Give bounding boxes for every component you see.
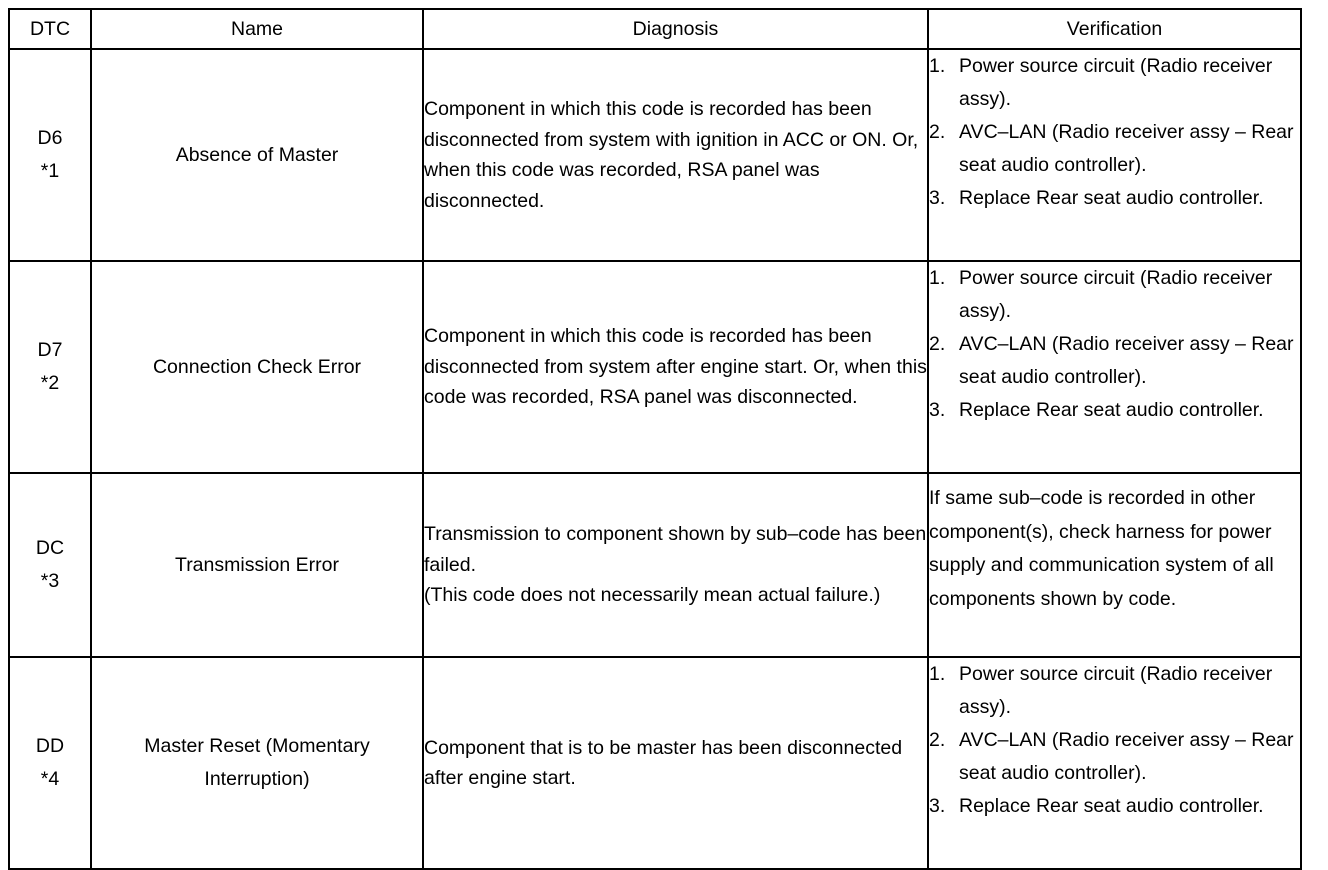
name-cell: Connection Check Error (91, 261, 423, 473)
step-text: Power source circuit (Radio receiver assy). (959, 267, 1273, 322)
step-number: 3. (929, 399, 946, 421)
step-number: 3. (929, 795, 946, 817)
verification-list (929, 50, 1300, 215)
dtc-cell (9, 657, 91, 869)
verification-step (929, 658, 1300, 724)
table-row (9, 473, 1301, 657)
table-row (9, 49, 1301, 261)
diagnosis-text: Component in which this code is recorded has been disconnected from system after engine start. Or, when this code was recorded, RSA panel was disconnected. (424, 325, 927, 409)
step-text: AVC–LAN (Radio receiver assy – Rear seat audio controller). (959, 121, 1294, 176)
header-diagnosis: Diagnosis (423, 9, 928, 49)
header-name: Name (91, 9, 423, 49)
verification-step (929, 328, 1300, 394)
dtc-code: D6 (37, 127, 63, 149)
step-text: Replace Rear seat audio controller. (959, 187, 1264, 209)
dtc-note: *3 (40, 570, 60, 592)
verification-text: If same sub–code is recorded in other component(s), check harness for power supply and communication system of all components shown by code. (929, 487, 1274, 610)
dtc-code: D7 (37, 339, 63, 361)
step-number: 3. (929, 187, 946, 209)
verification-step (929, 790, 1300, 823)
dtc-code: DC (35, 537, 65, 559)
step-text: Power source circuit (Radio receiver assy). (959, 663, 1273, 718)
diagnosis-note: (This code does not necessarily mean actual failure.) (424, 584, 881, 607)
step-text: AVC–LAN (Radio receiver assy – Rear seat audio controller). (959, 729, 1294, 784)
step-number: 1. (929, 663, 946, 685)
verification-step (929, 182, 1300, 215)
header-verification: Verification (928, 9, 1301, 49)
dtc-cell (9, 473, 91, 657)
verification-step (929, 394, 1300, 427)
step-text: AVC–LAN (Radio receiver assy – Rear seat audio controller). (959, 333, 1294, 388)
diagnosis-text: Transmission to component shown by sub–code has been failed. (424, 523, 927, 576)
diagnosis-text: Component that is to be master has been disconnected after engine start. (424, 736, 903, 789)
verification-cell (928, 473, 1301, 657)
table-row (9, 657, 1301, 869)
verification-cell (928, 657, 1301, 869)
dtc-code: DD (35, 735, 65, 757)
header-row (9, 9, 1301, 49)
diagnosis-cell (423, 49, 928, 261)
verification-step (929, 50, 1300, 116)
dtc-cell (9, 49, 91, 261)
name-cell: Master Reset (Momentary Interruption) (91, 657, 423, 869)
diagnosis-cell (423, 261, 928, 473)
step-text: Power source circuit (Radio receiver assy). (959, 55, 1273, 110)
dtc-note: *4 (40, 768, 60, 790)
step-number: 2. (929, 121, 946, 143)
header-dtc: DTC (9, 9, 91, 49)
step-number: 2. (929, 729, 946, 751)
diagnosis-cell (423, 473, 928, 657)
verification-step (929, 116, 1300, 182)
dtc-note: *1 (40, 160, 60, 182)
step-number: 1. (929, 55, 946, 77)
verification-list (929, 658, 1300, 823)
step-number: 1. (929, 267, 946, 289)
dtc-note: *2 (40, 372, 60, 394)
step-text: Replace Rear seat audio controller. (959, 399, 1264, 421)
dtc-table (8, 8, 1302, 870)
name-cell: Absence of Master (91, 49, 423, 261)
verification-step (929, 262, 1300, 328)
dtc-cell (9, 261, 91, 473)
verification-cell (928, 261, 1301, 473)
verification-step (929, 724, 1300, 790)
name-cell: Transmission Error (91, 473, 423, 657)
diagnosis-text: Component in which this code is recorded has been disconnected from system with ignition in ACC or ON. Or, when this code was recorded, RSA panel was disconnected. (424, 98, 919, 212)
step-number: 2. (929, 333, 946, 355)
table-row (9, 261, 1301, 473)
verification-list (929, 262, 1300, 427)
step-text: Replace Rear seat audio controller. (959, 795, 1264, 817)
verification-cell (928, 49, 1301, 261)
diagnosis-cell (423, 657, 928, 869)
